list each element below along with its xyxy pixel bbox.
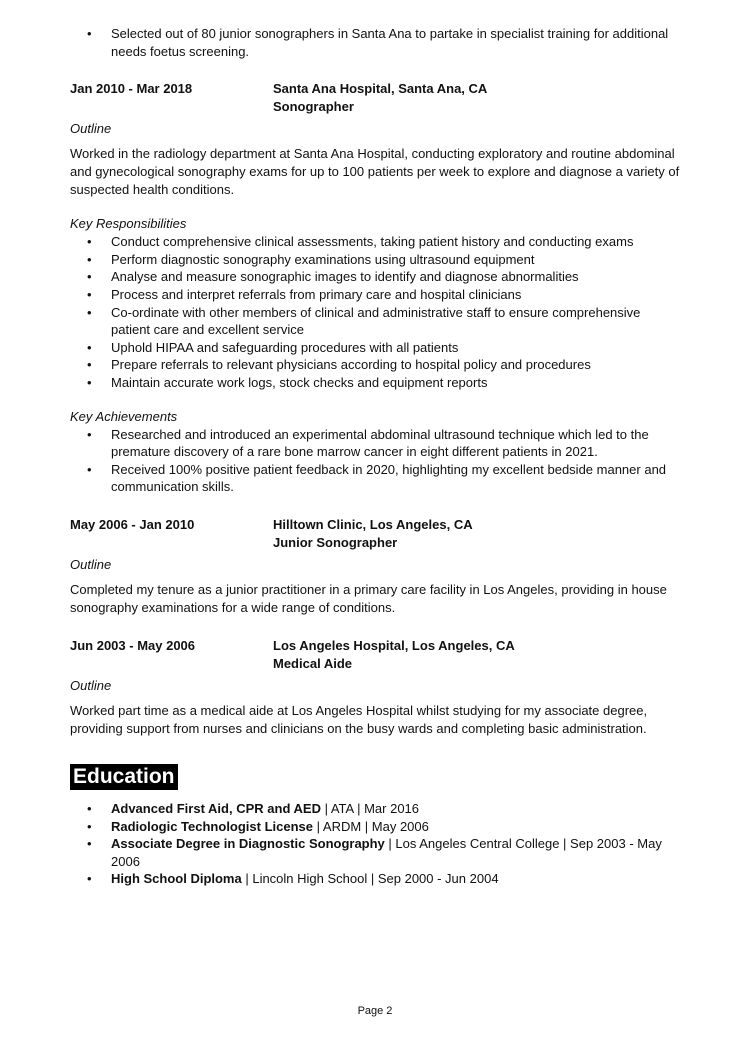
list-item: • Analyse and measure sonographic images to identify and diagnose abnormalities: [70, 268, 682, 286]
job-employer-role: [273, 80, 487, 116]
job-entry-santa-ana: [70, 80, 682, 496]
job-entry-los-angeles-hospital: [70, 637, 682, 738]
job-employer: Hilltown Clinic, Los Angeles, CA: [273, 516, 473, 532]
job-dates: Jan 2010 - Mar 2018: [70, 81, 193, 97]
job-role: Sonographer: [273, 99, 354, 115]
list-item: • Perform diagnostic sonography examinations using ultrasound equipment: [70, 251, 682, 269]
job-role: Junior Sonographer: [273, 534, 398, 550]
responsibilities-list: [70, 233, 682, 391]
list-item: • Process and interpret referrals from primary care and hospital clinicians: [70, 286, 682, 304]
list-item: • Uphold HIPAA and safeguarding procedures with all patients: [70, 339, 682, 357]
outline-label: Outline: [70, 121, 112, 137]
job-outline: Worked part time as a medical aide at Los Angeles Hospital whilst studying for my associate degree, providing support from nurses and clinicians on the busy wards and completing basic administration.: [70, 702, 648, 736]
outline-label: Outline: [70, 677, 112, 693]
responsibilities-label: Key Responsibilities: [70, 216, 187, 232]
job-entry-hilltown: [70, 516, 682, 617]
job-role: Medical Aide: [273, 655, 352, 671]
qualification-details: | ARDM | May 2006: [313, 818, 429, 834]
achievements-label: Key Achievements: [70, 408, 178, 424]
list-item: • Researched and introduced an experimental abdominal ultrasound technique which led to the premature discovery of a rare bone marrow cancer in eight different patients in 2021.: [70, 426, 682, 461]
education-section: [70, 738, 682, 888]
outline-label: Outline: [70, 556, 112, 572]
job-employer: Santa Ana Hospital, Santa Ana, CA: [273, 81, 488, 97]
qualification-details: | Lincoln High School | Sep 2000 - Jun 2004: [241, 871, 499, 887]
list-item: [70, 818, 682, 836]
job-employer: Los Angeles Hospital, Los Angeles, CA: [273, 637, 515, 653]
list-item: [70, 835, 682, 870]
qualification-name: High School Diploma: [111, 871, 242, 887]
page-number: Page 2: [357, 1005, 393, 1017]
list-item: • Selected out of 80 junior sonographers in Santa Ana to partake in specialist training for additional needs foetus screening.: [70, 25, 682, 60]
job-header: [70, 637, 682, 673]
list-item: • Co-ordinate with other members of clinical and administrative staff to ensure comprehensive patient care and excellent service: [70, 304, 682, 339]
job-employer-role: [273, 637, 515, 673]
qualification-name: Advanced First Aid, CPR and AED: [111, 800, 321, 816]
list-item: • Conduct comprehensive clinical assessments, taking patient history and conducting exams: [70, 233, 682, 251]
section-title: Education: [70, 764, 178, 790]
qualification-details: | ATA | Mar 2016: [320, 800, 420, 816]
qualification-details: | Los Angeles Central College | Sep 2003 - May 2006: [111, 836, 662, 869]
list-item: • Prepare referrals to relevant physicians according to hospital policy and procedures: [70, 356, 682, 374]
intro-achievement-list: [70, 25, 682, 60]
list-item: [70, 800, 682, 818]
list-item: • Maintain accurate work logs, stock checks and equipment reports: [70, 374, 682, 392]
job-dates: Jun 2003 - May 2006: [70, 637, 196, 653]
job-header: [70, 80, 682, 116]
job-outline: Completed my tenure as a junior practitioner in a primary care facility in Los Angeles, providing in house sonography examinations for a wide range of conditions.: [70, 581, 667, 615]
list-item: [70, 870, 682, 888]
resume-page: [70, 25, 682, 888]
job-outline: Worked in the radiology department at Santa Ana Hospital, conducting exploratory and routine abdominal and gynecological sonography exams for up to 100 patients per week to explore and diagnose a variety of suspected health conditions.: [70, 146, 680, 198]
qualification-name: Associate Degree in Diagnostic Sonography: [111, 836, 385, 852]
list-item: • Received 100% positive patient feedback in 2020, highlighting my excellent bedside manner and communication skills.: [70, 461, 682, 496]
job-employer-role: [273, 516, 473, 552]
job-dates: May 2006 - Jan 2010: [70, 516, 195, 532]
job-header: [70, 516, 682, 552]
education-list: [70, 800, 682, 888]
achievements-list: [70, 426, 682, 496]
qualification-name: Radiologic Technologist License: [111, 818, 314, 834]
